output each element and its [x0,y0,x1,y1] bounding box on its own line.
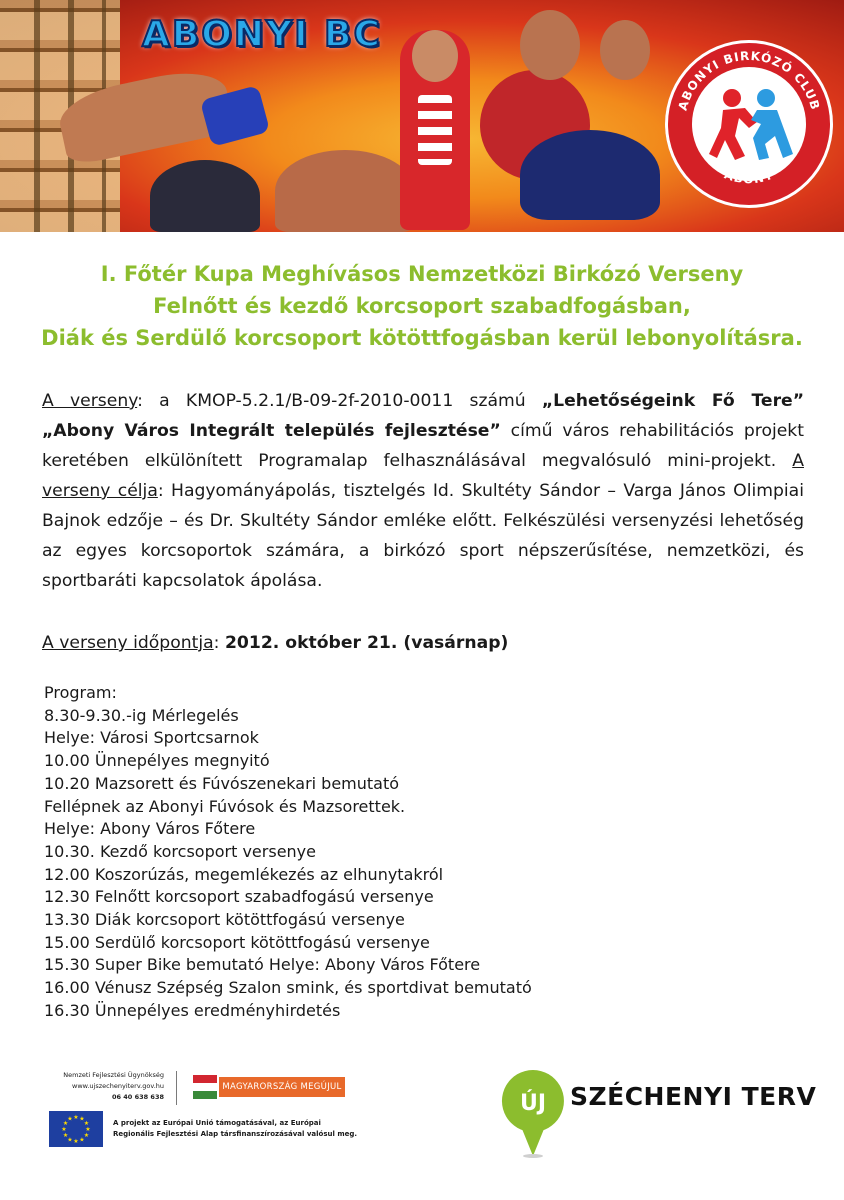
program-list [44,682,532,1023]
program-item: 16.30 Ünnepélyes eredményhirdetés [44,1000,341,1020]
svg-text:★: ★ [83,1120,90,1127]
logo-ring-top: ABONYI BIRKÓZÓ CLUB [675,48,823,113]
eu-note-line-1: A projekt az Európai Unió támogatásával, az Európai [113,1119,321,1127]
event-date: 2012. október 21. (vasárnap) [224,633,509,653]
idopont-label: A verseny időpontja [42,633,214,653]
uj-label: ÚJ [519,1091,547,1116]
svg-text:★: ★ [73,1138,79,1145]
wrestler-figure [520,130,660,220]
celja-label: A verseny célja [42,451,804,501]
event-headline [0,258,844,354]
footer-divider [176,1071,177,1105]
agency-url: www.ujszechenyiterv.gov.hu [72,1082,164,1090]
club-title: ABONYI BC [142,14,382,55]
program-item: Helye: Városi Sportcsarnok [44,728,259,748]
header-banner [0,0,844,232]
program-item: 10.20 Mazsorett és Fúvószenekari bemutató [44,773,400,793]
agency-name: Nemzeti Fejlesztési Ügynökség [63,1071,164,1079]
project-name-1: „Lehetőségeink Fő Tere” [541,391,804,411]
program-item: Program: [44,683,117,702]
program-item: 12.00 Koszorúzás, megemlékezés az elhunytakról [44,864,444,884]
idopont-colon: : [213,633,225,653]
szechenyi-terv-logo: SZÉCHENYI TERV [570,1082,817,1111]
svg-text:ABONY [722,167,775,186]
program-item: 15.30 Super Bike bemutató Helye: Abony Város Főtere [44,955,481,975]
description-paragraph [42,386,804,596]
wrestler-figure [150,160,260,232]
verseny-label: A verseny [42,391,138,411]
program-item: 16.00 Vénusz Szépség Szalon smink, és sportdivat bemutató [44,978,532,998]
program-item: 8.30-9.30.-ig Mérlegelés [44,705,239,725]
agency-phone: 06 40 638 638 [111,1093,164,1101]
headline-line-2: Felnőtt és kezdő korcsoport szabadfogásban, [153,294,691,318]
program-item: Helye: Abony Város Főtere [44,819,256,839]
svg-text:★: ★ [61,1126,67,1133]
wrestler-figure [412,30,458,82]
svg-text:★: ★ [73,1114,79,1121]
svg-text:★: ★ [85,1126,91,1133]
club-logo [665,40,833,208]
verseny-text-2: című város rehabilitációs projekt keretében elkülönített Programalap felhasználásával megvalósuló mini-projekt. [42,421,804,471]
wrestlers-icon [665,40,833,208]
project-name-2: „Abony Város Integrált település fejlesztése” [42,421,501,441]
event-date-line [42,628,508,658]
svg-text:★: ★ [62,1132,69,1139]
svg-text:★: ★ [83,1132,90,1139]
program-item: 15.00 Serdülő korcsoport kötöttfogású versenye [44,932,430,952]
program-item: 12.30 Felnőtt korcsoport szabadfogású versenye [44,887,434,907]
hungarian-flag-icon [193,1075,217,1099]
program-item: 13.30 Diák korcsoport kötöttfogású versenye [44,910,405,930]
svg-text:ABONYI BIRKÓZÓ CLUB [676,49,823,112]
eu-note-line-2: Regionális Fejlesztési Alap társfinanszírozásával valósul meg. [113,1130,358,1138]
eu-flag-icon [49,1111,103,1147]
uj-szechenyi-pin-icon [500,1068,566,1160]
program-item: 10.30. Kezdő korcsoport versenye [44,841,316,861]
headline-line-3: Diák és Serdülő korcsoport kötöttfogásban kerül lebonyolításra. [41,326,803,350]
agency-block [46,1070,164,1103]
eu-funding-note [113,1118,357,1140]
svg-text:★: ★ [79,1136,85,1144]
logo-ring-bottom: ABONY [722,167,776,187]
svg-text:★: ★ [79,1115,85,1123]
program-item: 10.00 Ünnepélyes megnyitó [44,751,270,771]
verseny-text-1: : a KMOP-5.2.1/B-09-2f-2010-0011 számú [137,391,542,411]
headline-line-1: I. Főtér Kupa Meghívásos Nemzetközi Birkózó Verseny [100,262,744,286]
program-item: Fellépnek az Abonyi Fúvósok és Mazsorettek. [44,796,406,816]
event-description [42,386,804,596]
wrestler-figure [418,95,452,165]
svg-text:★: ★ [67,1136,73,1144]
wrestler-figure [600,20,650,80]
celja-text: : Hagyományápolás, tisztelgés Id. Skultéty Sándor – Varga János Olimpiai Bajnok edzője – és Dr. Skultéty Sándor emléke előtt. Felkészülési versenyzési lehetőség az egyes korcsoportok számára, a birkózó sport népszerűsítése, nemzetközi, és sportbaráti kapcsolatok ápolása. [42,481,804,591]
wrestler-figure [275,150,415,232]
svg-text:★: ★ [62,1120,69,1127]
svg-text:★: ★ [67,1115,73,1123]
magyarorszag-megujul-badge: MAGYARORSZÁG MEGÚJUL [219,1077,345,1097]
wrestler-figure [520,10,580,80]
